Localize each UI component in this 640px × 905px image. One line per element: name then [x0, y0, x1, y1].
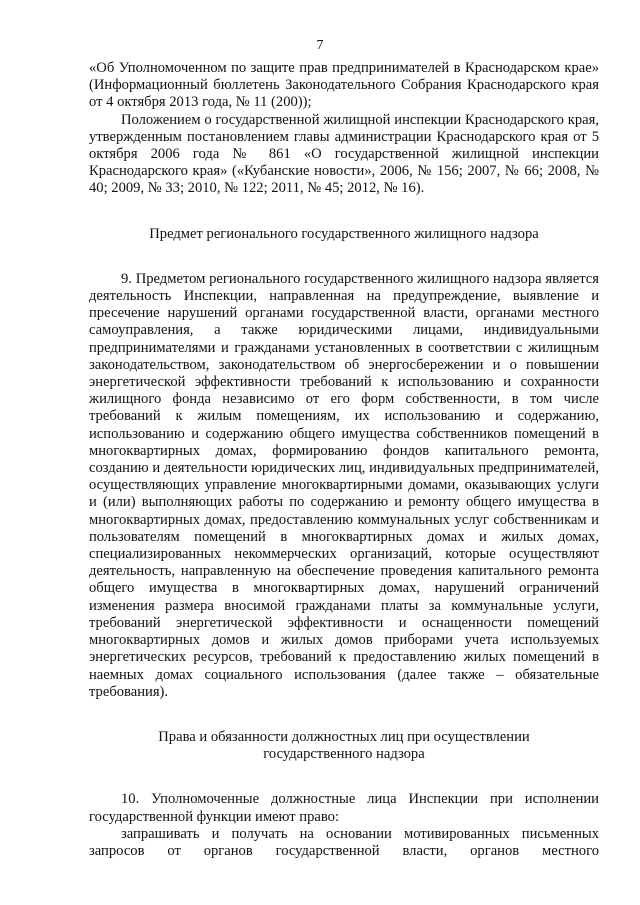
paragraph-law-reference: «Об Уполномоченном по защите прав предпринимателей в Краснодарском крае» (Информационный бюллетень Законодательного Собрания Краснодарского края от 4 октября 2013 года, № 11 (200));: [89, 60, 599, 111]
page-number: 7: [316, 38, 324, 53]
paragraph-9-subject: 9. Предметом регионального государственного жилищного надзора является деятельность Инспекции, направленная на предупреждение, выявление и пресечение нарушений органами государственной власти, органами местного самоуправления, а также юридическими лицами, индивидуальными предпринимателями и гражданами установленных в соответствии с жилищным законодательством, законодательством об энергосбережении и о повышении энергетической эффективности требований к использованию и сохранности жилищного фонда независимо от его форм собственности, в том числе требований к жилым помещениям, их использованию и содержанию, использованию и содержанию общего имущества собственников помещений в многоквартирных домах, формированию фондов капитального ремонта, созданию и деятельности юридических лиц, индивидуальных предпринимателей, осуществляющих управление многоквартирными домами, оказывающих услуги и (или) выполняющих работы по содержанию и ремонту общего имущества в многоквартирных домах, предоставлению коммунальных услуг собственникам и пользователям помещений в многоквартирных домах и жилых домах, специализированных некоммерческих организаций, которые осуществляют деятельность, направленную на обеспечение проведения капитального ремонта общего имущества в многоквартирных домах, нарушений ограничений изменения размера вносимой гражданами платы за коммунальные услуги, требований энергетической эффективности и оснащенности помещений многоквартирных домов и жилых домов приборами учета используемых энергетических ресурсов, требований к предоставлению жилых помещений в наемных домах социального использования (далее также – обязательные требования).: [89, 270, 599, 700]
section-heading-rights-and-duties: [89, 729, 599, 763]
section-heading-line-2: государственного надзора: [263, 746, 425, 763]
paragraph-10-rights: 10. Уполномоченные должностные лица Инспекции при исполнении государственной функции имеют право:: [89, 791, 599, 825]
section-heading-subject-of-supervision: Предмет регионального государственного жилищного надзора: [149, 225, 539, 242]
paragraph-inspection-regulation: Положением о государственной жилищной инспекции Краснодарского края, утвержденным постановлением главы администрации Краснодарского края от 5 октября 2006 года № 861 «О государственной жилищной инспекции Краснодарского края» («Кубанские новости», 2006, № 156; 2007, № 66; 2008, № 40; 2009, № 33; 2010, № 122; 2011, № 45; 2012, № 16).: [89, 111, 599, 197]
document-body: [89, 60, 599, 860]
paragraph-request-right: запрашивать и получать на основании мотивированных письменных запросов от органов государственной власти, органов местного: [89, 825, 599, 859]
section-heading-line-1: Права и обязанности должностных лиц при осуществлении: [158, 728, 530, 745]
